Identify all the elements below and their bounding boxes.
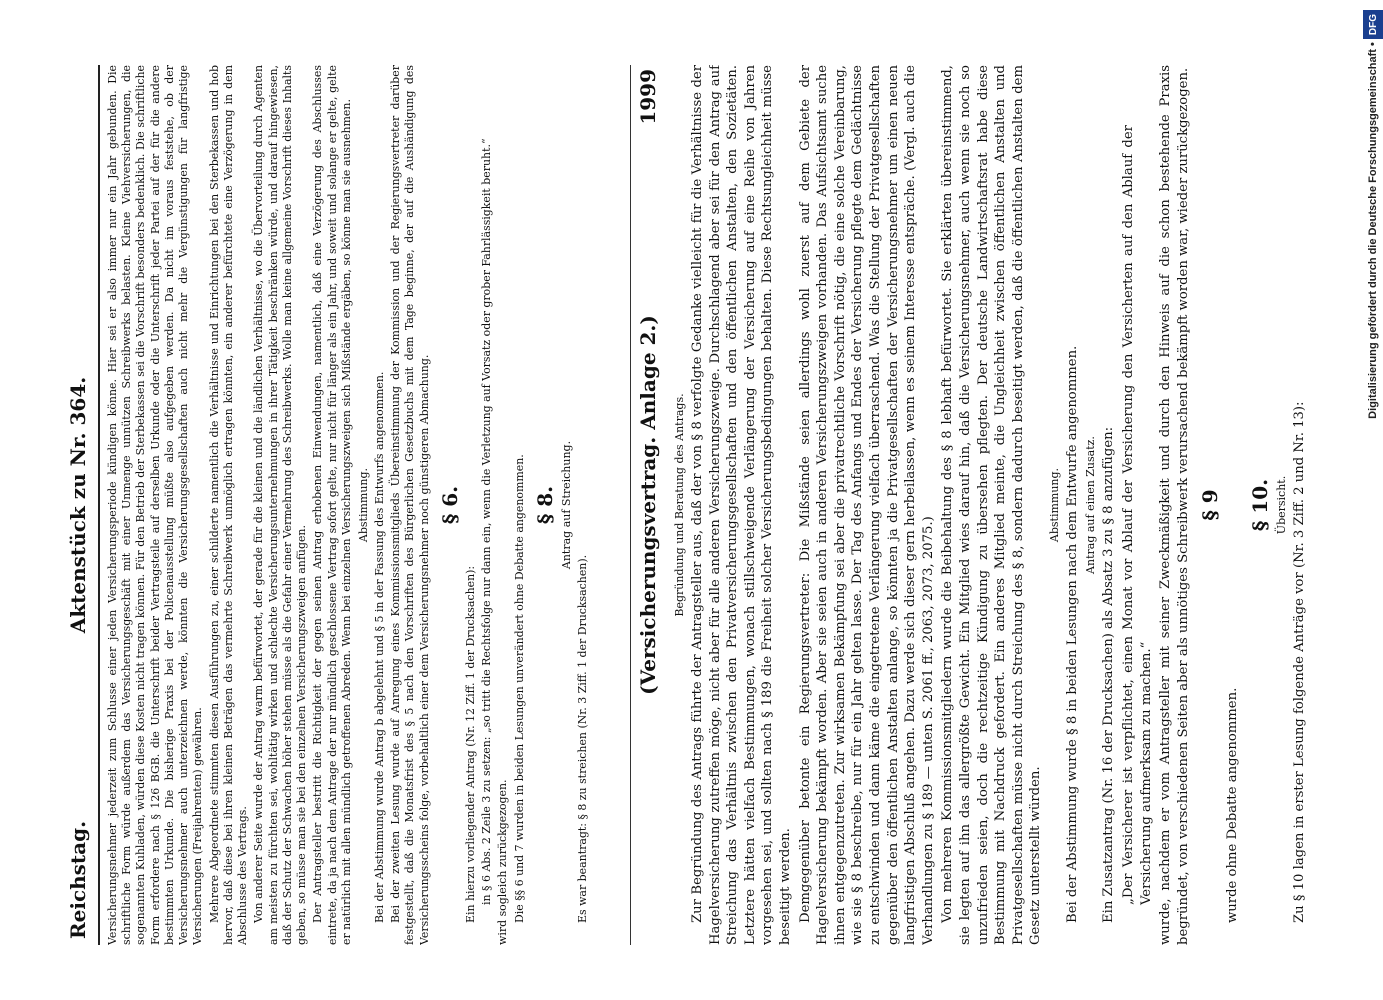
header-versicherungsvertrag: (Versicherungsvertrag. Anlage 2.) bbox=[636, 315, 660, 695]
addition-quote: „Der Versicherer ist verpflichtet, einen Monat vor Ablauf der Versicherung den Versicherten auf den Ablauf der Versicherung aufmerksam zu machen.“ bbox=[1121, 125, 1154, 905]
paragraph: Der Antragsteller bestritt die Richtigkeit der gegen seinen Antrag erhobenen Einwendungen, namentlich, daß eine Verzögerung des Abschlusses eintrete, da ja nach dem Antrage der nur mündlich geschlossene Vertrag sofort gelte, nur nicht für länger als ein Jahr, und soweit und solange er gelte, gelte er natürlich mit allen mündlich getroffenen Abreden. Wenn bei einzelnen Versicherungszweigen sich Mißstände ergäben, so könne man sie ausnehmen. bbox=[311, 65, 353, 945]
section-9-text: wurde ohne Debatte angenommen. bbox=[1225, 687, 1241, 923]
vote-heading: Abstimmung. bbox=[356, 467, 370, 543]
page-number: 1999 bbox=[636, 69, 660, 125]
section-10-title: § 10. bbox=[1248, 478, 1273, 532]
right-column bbox=[636, 65, 1326, 945]
vote-heading: Abstimmung. bbox=[1047, 467, 1061, 543]
section-6-after: wird sogleich zurückgezogen. bbox=[496, 779, 510, 945]
section-6-intro: Ein hierzu vorliegender Antrag (Nr. 12 Ziff. 1 der Drucksachen): bbox=[463, 565, 477, 923]
paragraph: Mehrere Abgeordnete stimmten diesen Ausführungen zu, einer schilderte namentlich die Verhältnisse und Einrichtungen bei den Sterbekassen und hob hervor, daß diese bei ihren kleinen Beträgen das vermehrte Schreibwerk unmöglich ertragen könnten, ein anderer befürchtete eine Verzögerung in dem Abschlusse des Vertrags. bbox=[207, 65, 250, 945]
section-8-subheading: Antrag auf Streichung. bbox=[559, 440, 573, 570]
paragraph: Versicherungsnehmer jederzeit zum Schlusse einer jeden Versicherungsperiode kündigen könne. Hier sei er also immer nur ein Jahr gebunden. Die schriftliche Form würde außerdem das Versicherungsgeschäft mit einer Unmenge unnützen Schreibwerks belasten. Kleine Viehversicherungen, die sogenannten Kuhladen, würden diese Kosten nicht tragen können. Für den Betrieb der Sterbekassen sei die Vorschrift besonders bedenklich. Die schriftliche Form erfordere nach § 126 BGB. die Unterschrift beider Vertragsteile auf derselben Urkunde oder die Unterschrift jeder Partei auf der für die andere bestimmten Urkunde. Die bisherige Praxis bei der Policenausstellung müßte also aufgegeben werden. Da nicht im voraus feststehe, ob der Versicherungsnehmer auch unterzeichnen werde, könnten die Versicherungsgesellschaften auch nicht mehr die Vergünstigungen für langfristige Versicherungen (Freijahrenten) gewähren. bbox=[106, 65, 205, 945]
right-header bbox=[636, 65, 666, 945]
paragraph: Zur Begründung des Antrags führte der Antragsteller aus, daß der von § 8 verfolgte Gedanke vielleicht für die Verhältnisse der Hagelversicherung zutreffen möge, nicht aber für alle anderen Versicherungszweige. Durchschlagend aber sei für den Antrag auf Streichung das Verhältnis zwischen den Privatversicherungsgesellschaften und den öffentlichen Anstalten, den Sozietäten. Letztere hätten vielfach Bestimmungen, wonach stillschweigende Verlängerung der Versicherung auf eine Reihe von Jahren vorgesehen sei, und sollten nach § 189 die Freiheit solcher Versicherungsbedingungen behalten. Diese Rechtsungleichheit müsse beseitigt werden. bbox=[690, 65, 793, 945]
dfg-logo: DFG bbox=[1363, 10, 1383, 39]
header-aktenstueck: Aktenstück zu Nr. 364. bbox=[66, 376, 90, 634]
rotated-document-page bbox=[62, 65, 1327, 945]
addition-intro: Ein Zusatzantrag (Nr. 16 der Drucksachen) als Absatz 3 zu § 8 anzufügen: bbox=[1101, 426, 1117, 923]
paragraph: Demgegenüber betonte ein Regierungsvertreter: Die Mißstände seien allerdings wohl zuerst auf dem Gebiete der Hagelversicherung bekämpft worden. Aber sie seien auch in anderen Versicherungszweigen vorhanden. Das Aufsichtsamt suche ihnen entgegenzutreten. Zur wirksamen Bekämpfung sei aber die privatrechtliche Vorschrift nötig, die eine solche Vereinbarung, wie sie § 8 beschreibe, nur für ein Jahr gelten lasse. Der Tag des Anfangs und Endes der Versicherung pflegte dem Gedächtnisse zu entschwinden und dann käme die eingetretene Verlängerung vielfach überraschend. Was die Stellung der Privatgesellschaften gegenüber den öffentlichen Anstalten anlange, so könnten ja die Privatgesellschaften der Versicherungsnehmer um einen neuen langfristigen Abschluß angehen. Dazu werde sich dieser gern herbeilassen, wenn es seinem Interesse entspräche. (Vergl. auch die Verhandlungen zu § 189 — unten S. 2061 ff., 2063, 2073, 2075.) bbox=[797, 65, 936, 945]
section-10-subheading: Übersicht. bbox=[1275, 475, 1289, 535]
addition-heading: Antrag auf einen Zusatz. bbox=[1084, 436, 1098, 574]
paragraph: Von mehreren Kommissionsmitgliedern wurde die Beibehaltung des § 8 lebhaft befürwortet. Sie erklärten übereinstimmend, sie legten auf ihn das allergrößte Gewicht. Ein Mitglied wies darauf hin, daß die Versicherungsnehmer, auch wenn sie noch so unzufrieden seien, doch die rechtzeitige Kündigung zu übersehen pflegten. Der deutsche Landwirtschaftsrat habe diese Bestimmung mit Nachdruck gefordert. Ein anderes Mitglied meinte, die Ungleichheit zwischen öffentlichen Anstalten und Privatgesellschaften müsse nicht durch Streichung des § 8, sondern dadurch beseitigt werden, daß die öffentlichen Anstalten dem Gesetz unterstellt würden. bbox=[940, 65, 1044, 945]
section-6-title: § 6. bbox=[437, 485, 462, 525]
section-6-quote: in § 6 Abs. 2 Zeile 3 zu setzen: „so tritt die Rechtsfolge nur dann ein, wenn die Verletzung auf Vorsatz oder grober Fahrlässigkeit beruht.“ bbox=[480, 138, 494, 905]
section-10-text: Zu § 10 lagen in erster Lesung folgende Anträge vor (Nr. 3 Ziff. 2 und Nr. 13): bbox=[1292, 401, 1308, 923]
subheading: Begründung und Beratung des Antrags. bbox=[673, 393, 686, 617]
page-header bbox=[62, 65, 96, 945]
digitization-credit bbox=[1362, 10, 1383, 990]
section-6-7-text: Die §§ 6 und 7 wurden in beiden Lesungen unverändert ohne Debatte angenommen. bbox=[512, 454, 526, 923]
left-column bbox=[106, 65, 626, 945]
section-8-title: § 8. bbox=[532, 485, 557, 525]
vote-paragraph: Bei der zweiten Lesung wurde auf Anregung eines Kommissionsmitglieds Übereinstimmung der Kommission und der Regierungsvertreter darüber festgestellt, daß die Monatsfrist des § 5 nach den Vorschriften des Bürgerlichen Gesetzbuchs mit dem Tage beginne, der auf die Aushändigung des Versicherungsscheins folge, vorbehaltlich einer dem Versicherungsnehmer noch günstigeren Abmachung. bbox=[389, 65, 431, 945]
vote-text: Bei der Abstimmung wurde § 8 in beiden Lesungen nach dem Entwurfe angenommen. bbox=[1064, 345, 1080, 923]
section-9-title: § 9 bbox=[1198, 489, 1223, 521]
paragraph: Von anderer Seite wurde der Antrag warm befürwortet, der gerade für die kleinen und die ländlichen Verhältnisse, wo die Übervorteilung durch Agenten am meisten zu fürchten sei, wohltätig wirken und schlechte Versicherungsunternehmungen in ihrer Tätigkeit beschränken würde, und darauf hingewiesen, daß der Schutz der Schwachen höher stehen müsse als die Gefahr einer Vermehrung des Schreibwerks. Wolle man keine allgemeine Vorschrift dieses Inhalts geben, so müsse man sie bei den einzelnen Versicherungszweigen anfügen. bbox=[252, 65, 309, 945]
section-8-text: Es war beantragt: § 8 zu streichen (Nr. 3 Ziff. 1 der Drucksachen). bbox=[575, 554, 589, 923]
header-rule bbox=[98, 65, 100, 945]
column-divider bbox=[630, 65, 631, 945]
addition-after: wurde, nachdem er vom Antragsteller mit seiner Zweckmäßigkeit und durch den Hinweis auf die schon bestehende Praxis begründet, von verschiedenen Seiten aber als unnötiges Schreibwerk verursachend bekämpft worden war, wieder zurückgezogen. bbox=[1158, 65, 1191, 945]
credit-text: Digitalisierung gefördert durch die Deutsche Forschungsgemeinschaft • bbox=[1367, 42, 1379, 419]
header-reichstag: Reichstag. bbox=[66, 820, 90, 939]
vote-paragraph: Bei der Abstimmung wurde Antrag b abgelehnt und § 5 in der Fassung des Entwurfs angenommen. bbox=[372, 371, 386, 923]
right-column-body bbox=[670, 65, 1311, 945]
